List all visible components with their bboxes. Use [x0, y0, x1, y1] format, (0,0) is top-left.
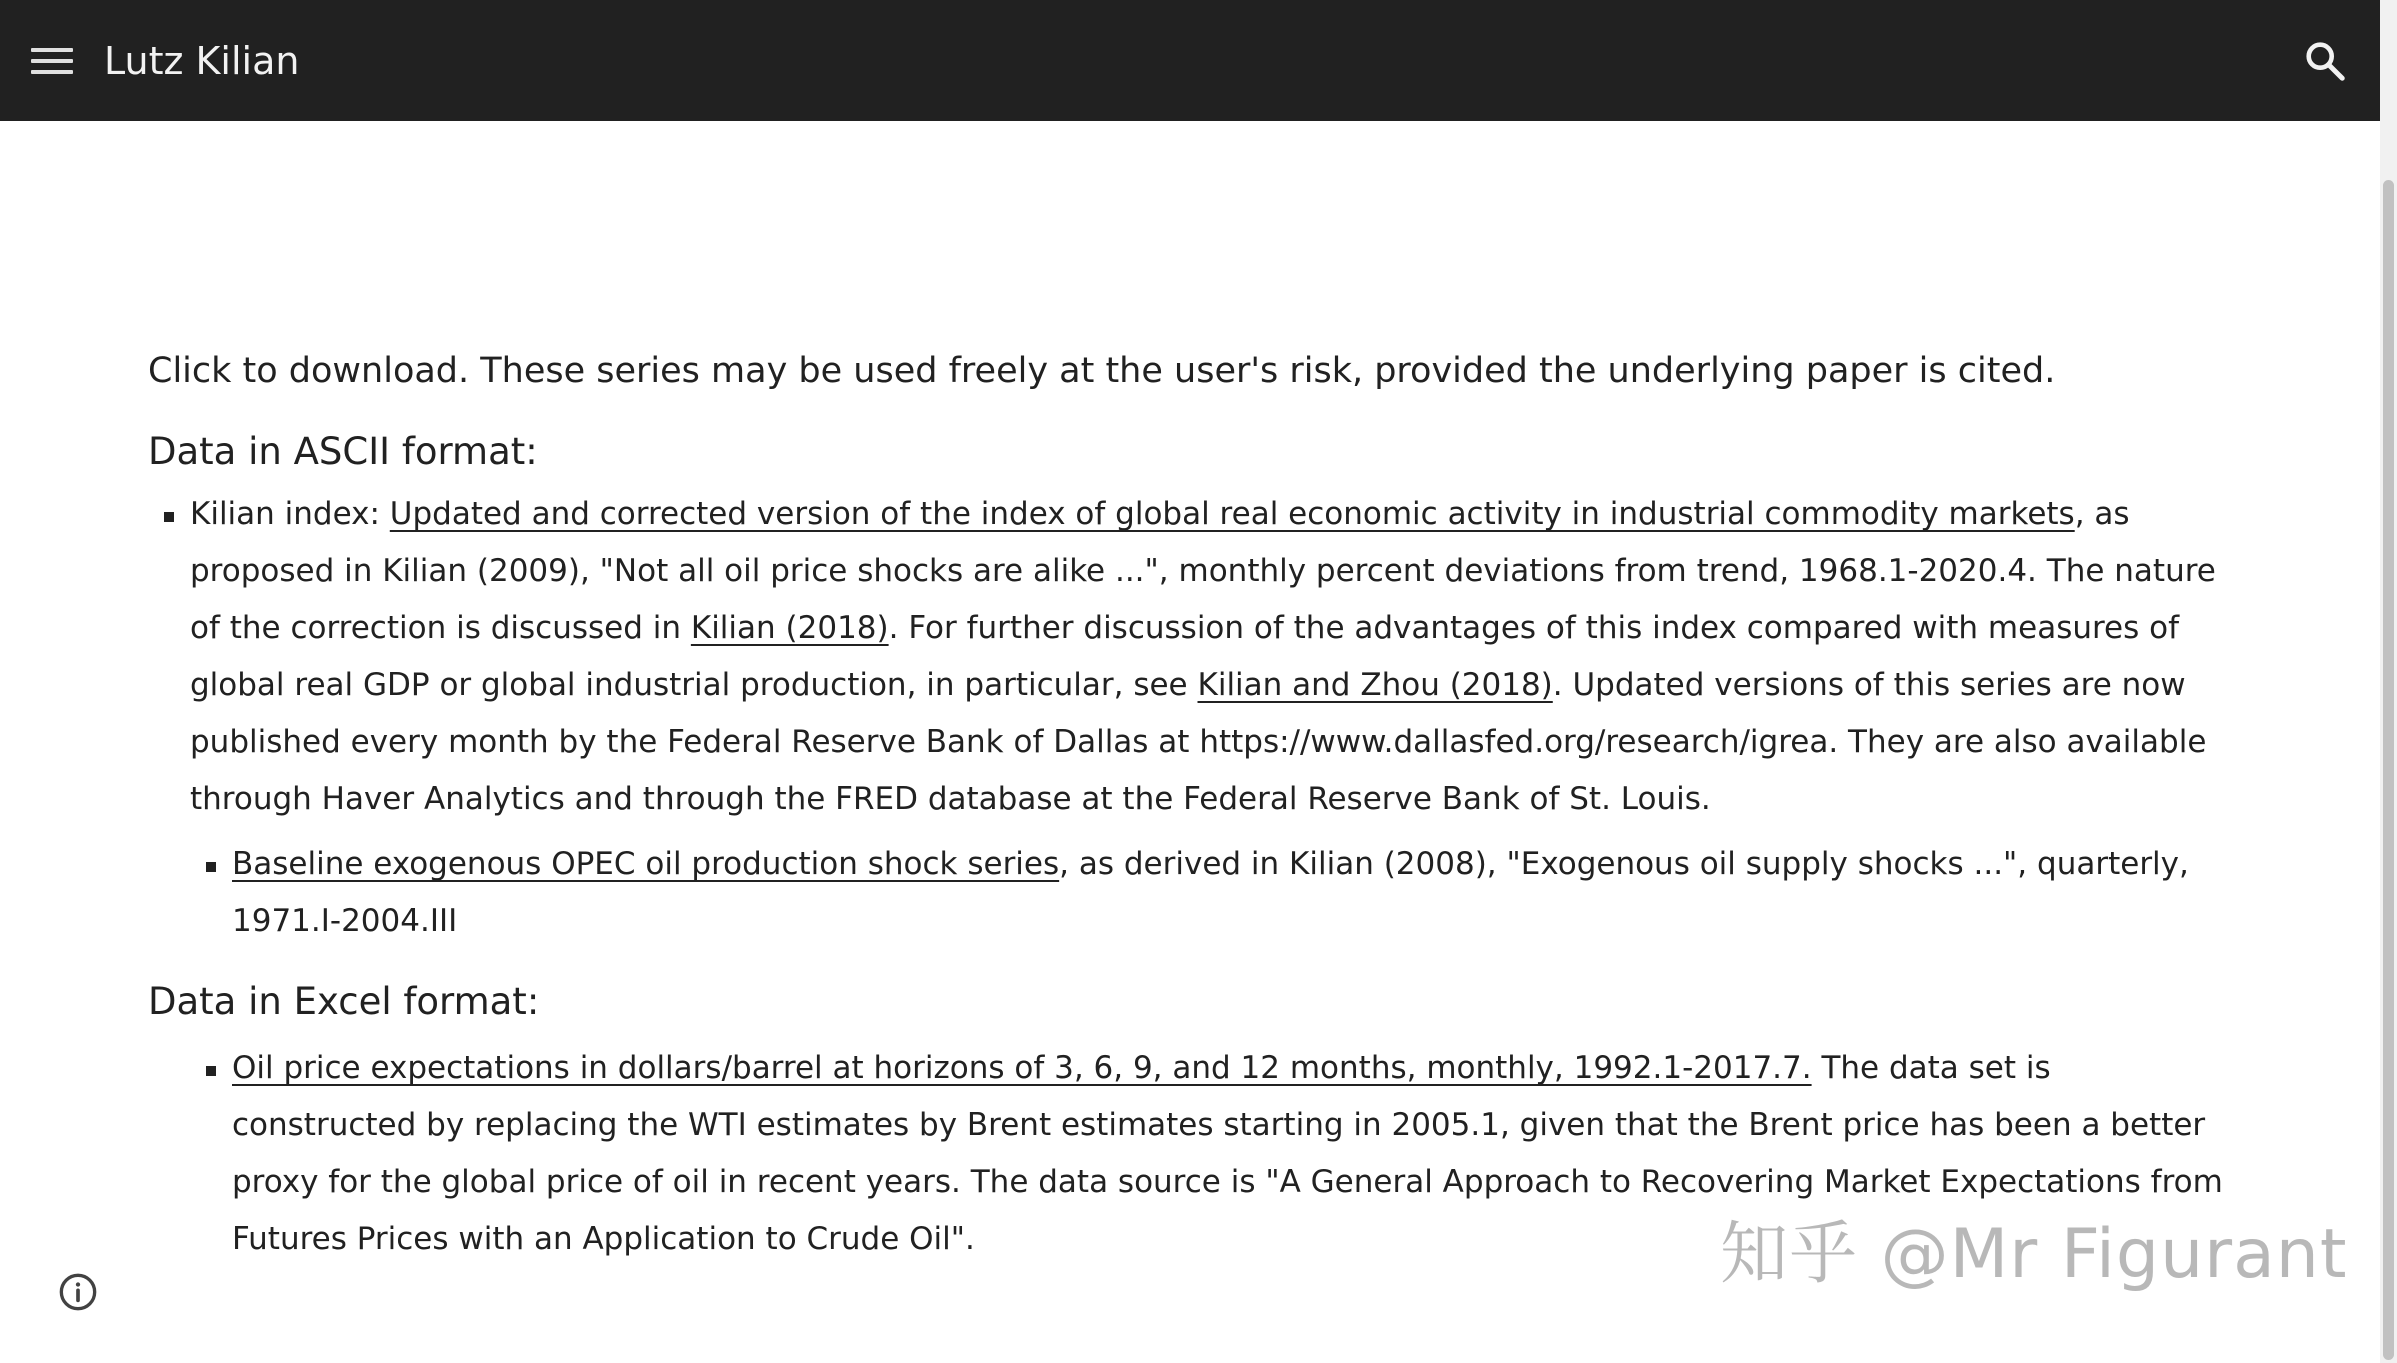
- excel-section-heading: Data in Excel format:: [148, 980, 540, 1023]
- watermark: 知乎 @Mr Figurant: [1720, 1215, 2348, 1294]
- search-icon[interactable]: [2302, 38, 2348, 84]
- list-item: [232, 836, 2238, 950]
- kilian-index-text-1: , as proposed in Kilian (2009), "Not all oil price shocks are alike ...", monthly percent deviations from trend, 1968.1-2020.4. The nature of the correction is discussed in: [190, 496, 2216, 646]
- ascii-data-list: [148, 486, 2238, 950]
- hamburger-menu-icon[interactable]: [31, 44, 73, 76]
- scrollbar-thumb[interactable]: [2383, 180, 2394, 1360]
- opec-shock-series-link[interactable]: Baseline exogenous OPEC oil production shock series: [232, 846, 1060, 882]
- kilian-index-text-3: . Updated versions of this series are now published every month by the Federal Reserve Bank of Dallas at https://www.dallasfed.org/research/igrea. They are also available through Haver Analytics and through the FRED database at the Federal Reserve Bank of St. Louis.: [190, 667, 2207, 817]
- kilian-index-link[interactable]: Updated and corrected version of the index of global real economic activity in industrial commodity markets: [389, 496, 2075, 532]
- list-item: [190, 486, 2238, 950]
- info-icon[interactable]: [58, 1272, 98, 1312]
- site-title[interactable]: Lutz Kilian: [104, 39, 300, 83]
- nested-list: [190, 836, 2238, 950]
- kilian-index-prefix: Kilian index:: [190, 496, 390, 532]
- kilian-zhou-2018-link[interactable]: Kilian and Zhou (2018): [1197, 667, 1553, 703]
- oil-price-expectations-text: The data set is constructed by replacing the WTI estimates by Brent estimates starting in 2005.1, given that the Brent price has been a better proxy for the global price of oil in recent years. The data source is "A General Approach to Recovering Market Expectations from Futures Prices with an Application to Crude Oil".: [232, 1050, 2223, 1257]
- ascii-section-heading: Data in ASCII format:: [148, 430, 538, 473]
- main-content: [148, 340, 2238, 1268]
- kilian-index-text-2: . For further discussion of the advantages of this index compared with measures of global real GDP or global industrial production, in particular, see: [190, 610, 2180, 703]
- scrollbar[interactable]: [2380, 0, 2397, 1363]
- opec-shock-series-text: , as derived in Kilian (2008), "Exogenous oil supply shocks ...", quarterly, 1971.I-2004.III: [232, 846, 2189, 939]
- site-header: [0, 0, 2380, 121]
- kilian-2018-link[interactable]: Kilian (2018): [690, 610, 889, 646]
- oil-price-expectations-link[interactable]: Oil price expectations in dollars/barrel at horizons of 3, 6, 9, and 12 months, monthly, 1992.1-2017.7.: [232, 1050, 1812, 1086]
- intro-text: Click to download. These series may be used freely at the user's risk, provided the underlying paper is cited.: [148, 351, 2056, 391]
